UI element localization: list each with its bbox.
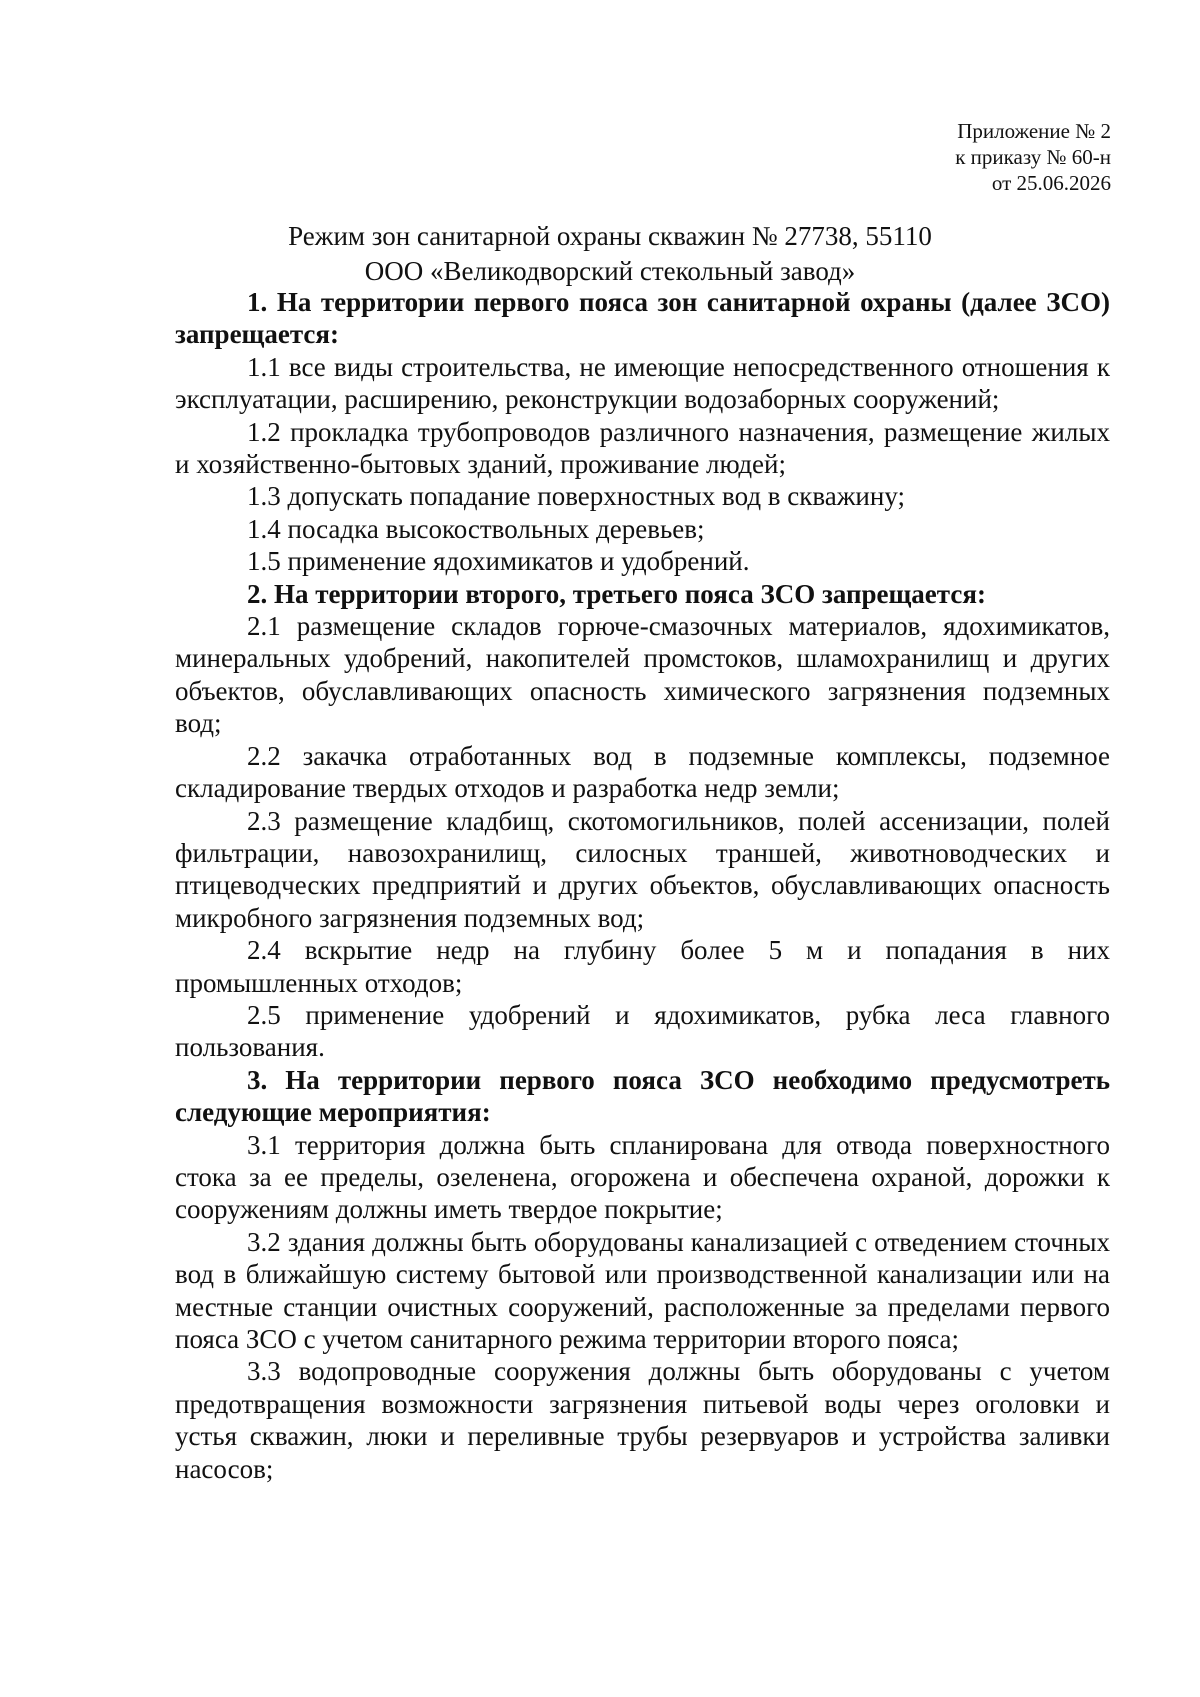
annex-date: от 25.06.2026 <box>991 171 1111 195</box>
title-line-2: ООО «Великодворский стекольный завод» <box>364 256 856 286</box>
annex-order: к приказу № 60-н <box>955 145 1111 169</box>
item-3-2: 3.2 здания должны быть оборудованы канализацией с отведением сточных вод в ближайшую систему бытовой или производственной канализации или на местные станции очистных сооружений, расположенные за пределами первого пояса ЗСО с учетом санитарного режима территории второго пояса; <box>175 1226 1110 1354</box>
item-3-1: 3.1 территория должна быть спланирована для отвода поверхностного стока за ее пределы, озеленена, огорожена и обеспечена охраной, дорожки к сооружениям должны иметь твердое покрытие; <box>175 1129 1110 1225</box>
item-1-4: 1.4 посадка высокоствольных деревьев; <box>247 513 705 544</box>
item-1-5: 1.5 применение ядохимикатов и удобрений. <box>247 546 750 577</box>
title-line-1: Режим зон санитарной охраны скважин № 27738, 55110 <box>288 221 932 251</box>
document-title <box>0 219 1200 289</box>
item-2-5: 2.5 применение удобрений и ядохимикатов, рубка леса главного пользования. <box>175 999 1110 1063</box>
section-1-heading: 1. На территории первого пояса зон санитарной охраны (далее ЗСО) запрещается: <box>175 287 1110 350</box>
item-2-3: 2.3 размещение кладбищ, скотомогильников, полей ассенизации, полей фильтрации, навозохранилищ, силосных траншей, животноводческих и птицеводческих предприятий и других объектов, обуславливающих опасность микробного загрязнения подземных вод; <box>175 805 1110 933</box>
item-3-3: 3.3 водопроводные сооружения должны быть оборудованы с учетом предотвращения возможности загрязнения питьевой воды через оголовки и устья скважин, люки и переливные трубы резервуаров и устройства заливки насосов; <box>175 1356 1110 1484</box>
annex-number: Приложение № 2 <box>957 119 1111 143</box>
section-2-heading: 2. На территории второго, третьего пояса ЗСО запрещается: <box>247 578 986 609</box>
item-2-4: 2.4 вскрытие недр на глубину более 5 м и попадания в них промышленных отходов; <box>175 935 1110 998</box>
item-2-1: 2.1 размещение складов горюче-смазочных материалов, ядохимикатов, минеральных удобрений, накопителей промстоков, шламохранилищ и других объектов, обуславливающих опасность химического загрязнения подземных вод; <box>175 611 1110 739</box>
item-2-2: 2.2 закачка отработанных вод в подземные комплексы, подземное складирование твердых отходов и разработка недр земли; <box>175 740 1110 804</box>
item-1-3: 1.3 допускать попадание поверхностных вод в скважину; <box>247 481 905 512</box>
section-3-heading: 3. На территории первого пояса ЗСО необходимо предусмотреть следующие мероприятия: <box>175 1064 1110 1128</box>
annex-reference <box>955 118 1111 196</box>
item-1-2: 1.2 прокладка трубопроводов различного назначения, размещение жилых и хозяйственно-бытовых зданий, проживание людей; <box>175 416 1110 480</box>
document-body <box>175 286 1110 1485</box>
item-1-1: 1.1 все виды строительства, не имеющие непосредственного отношения к эксплуатации, расширению, реконструкции водозаборных сооружений; <box>175 351 1110 415</box>
